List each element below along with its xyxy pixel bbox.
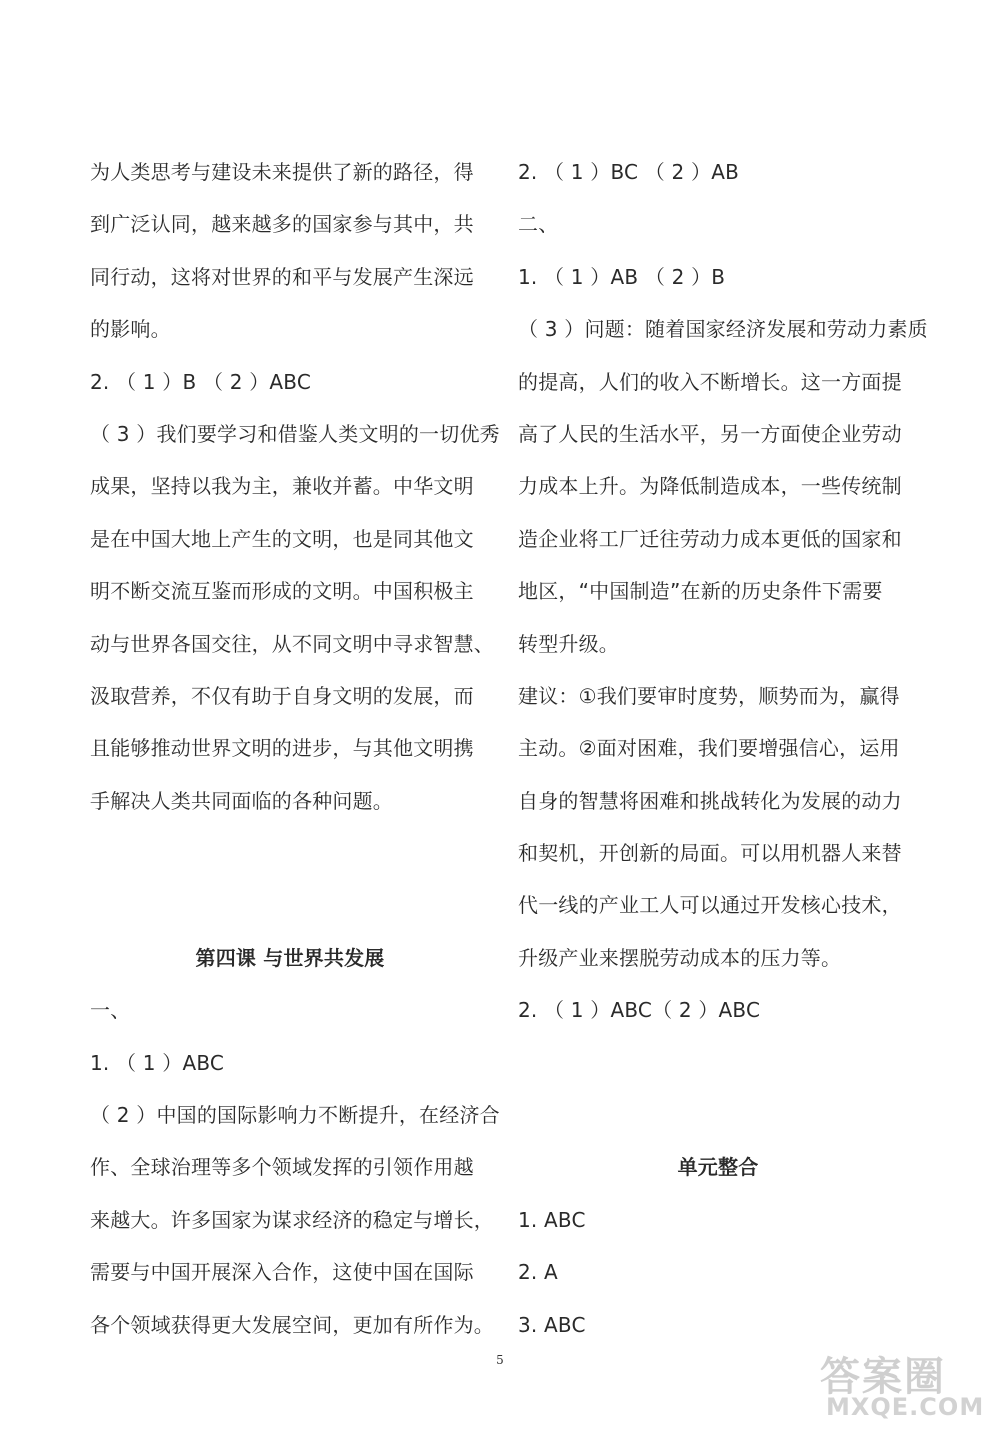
text-line: 为人类思考与建设未来提供了新的路径，得	[90, 160, 474, 184]
blank-line	[90, 827, 490, 879]
text-line: 2. （ 1 ）B （ 2 ）ABC	[90, 369, 312, 394]
text-line: 同行动，这将对世界的和平与发展产生深远	[90, 264, 474, 289]
text-line: 成果，坚持以我为主，兼收并蓄。中华文明	[90, 474, 474, 499]
text-line: 1. （ 1 ）AB （ 2 ）B	[518, 264, 726, 289]
text-line: 高了人民的生活水平，另一方面使企业劳动	[518, 421, 902, 446]
page-number: 5	[496, 1353, 504, 1367]
text-line: 力成本上升。为降低制造成本，一些传统制	[518, 474, 902, 499]
text-line: 的提高，人们的收入不断增长。这一方面提	[518, 369, 902, 394]
text-line: 2. （ 1 ）ABC（ 2 ）ABC	[518, 998, 761, 1023]
blank-line	[90, 879, 490, 931]
text-line: 和契机，开创新的局面。可以用机器人来替	[518, 841, 902, 866]
left-column	[90, 146, 500, 1351]
text-line: 2. （ 1 ）BC （ 2 ）AB	[518, 160, 740, 184]
text-line: 建议：①我们要审时度势，顺势而为，赢得	[518, 683, 900, 708]
text-line: （ 3 ）我们要学习和借鉴人类文明的一切优秀	[90, 421, 500, 446]
text-line: 明不断交流互鉴而形成的文明。中国积极主	[90, 579, 474, 604]
watermark-url: MXQE.COM	[826, 1393, 985, 1421]
unit-heading: 单元整合	[677, 1155, 759, 1180]
right-column	[518, 146, 928, 1351]
text-line: 手解决人类共同面临的各种问题。	[90, 788, 393, 813]
text-line: 1. （ 1 ）ABC	[90, 1050, 225, 1075]
text-line: 各个领域获得更大发展空间，更加有所作为。	[90, 1312, 494, 1337]
text-line: 二、	[518, 212, 559, 237]
text-line: 3. ABC	[518, 1312, 586, 1337]
watermark-text: 答案圈	[820, 1354, 946, 1400]
text-line: 来越大。许多国家为谋求经济的稳定与增长，	[90, 1207, 494, 1232]
text-line: 到广泛认同，越来越多的国家参与其中，共	[90, 212, 474, 237]
watermark-logo	[820, 1345, 990, 1425]
text-line: 动与世界各国交往，从不同文明中寻求智慧、	[90, 631, 494, 656]
blank-line	[518, 1037, 918, 1089]
text-line: 需要与中国开展深入合作，这使中国在国际	[90, 1260, 474, 1285]
text-line: 升级产业来摆脱劳动成本的压力等。	[518, 945, 842, 970]
text-line: 造企业将工厂迁往劳动力成本更低的国家和	[518, 526, 902, 551]
text-line: 主动。②面对困难，我们要增强信心，运用	[518, 736, 900, 761]
text-line: 转型升级。	[518, 631, 619, 656]
text-line: 自身的智慧将困难和挑战转化为发展的动力	[518, 788, 902, 813]
text-line: 是在中国大地上产生的文明，也是同其他文	[90, 526, 474, 551]
text-line: 作、全球治理等多个领域发挥的引领作用越	[90, 1155, 474, 1180]
text-line: 且能够推动世界文明的进步，与其他文明携	[90, 736, 474, 761]
text-line: 地区，“中国制造”在新的历史条件下需要	[518, 579, 883, 604]
text-line: 汲取营养，不仅有助于自身文明的发展，而	[90, 683, 474, 708]
lesson-heading: 第四课 与世界共发展	[195, 945, 385, 970]
blank-line	[518, 1089, 918, 1141]
text-line: 的影响。	[90, 317, 171, 342]
text-line: 代一线的产业工人可以通过开发核心技术，	[518, 893, 902, 918]
text-line: （ 2 ）中国的国际影响力不断提升，在经济合	[90, 1103, 500, 1128]
text-line: 一、	[90, 998, 131, 1023]
text-line: 1. ABC	[518, 1207, 586, 1232]
text-line: （ 3 ）问题：随着国家经济发展和劳动力素质	[518, 317, 928, 342]
text-line: 2. A	[518, 1260, 558, 1285]
